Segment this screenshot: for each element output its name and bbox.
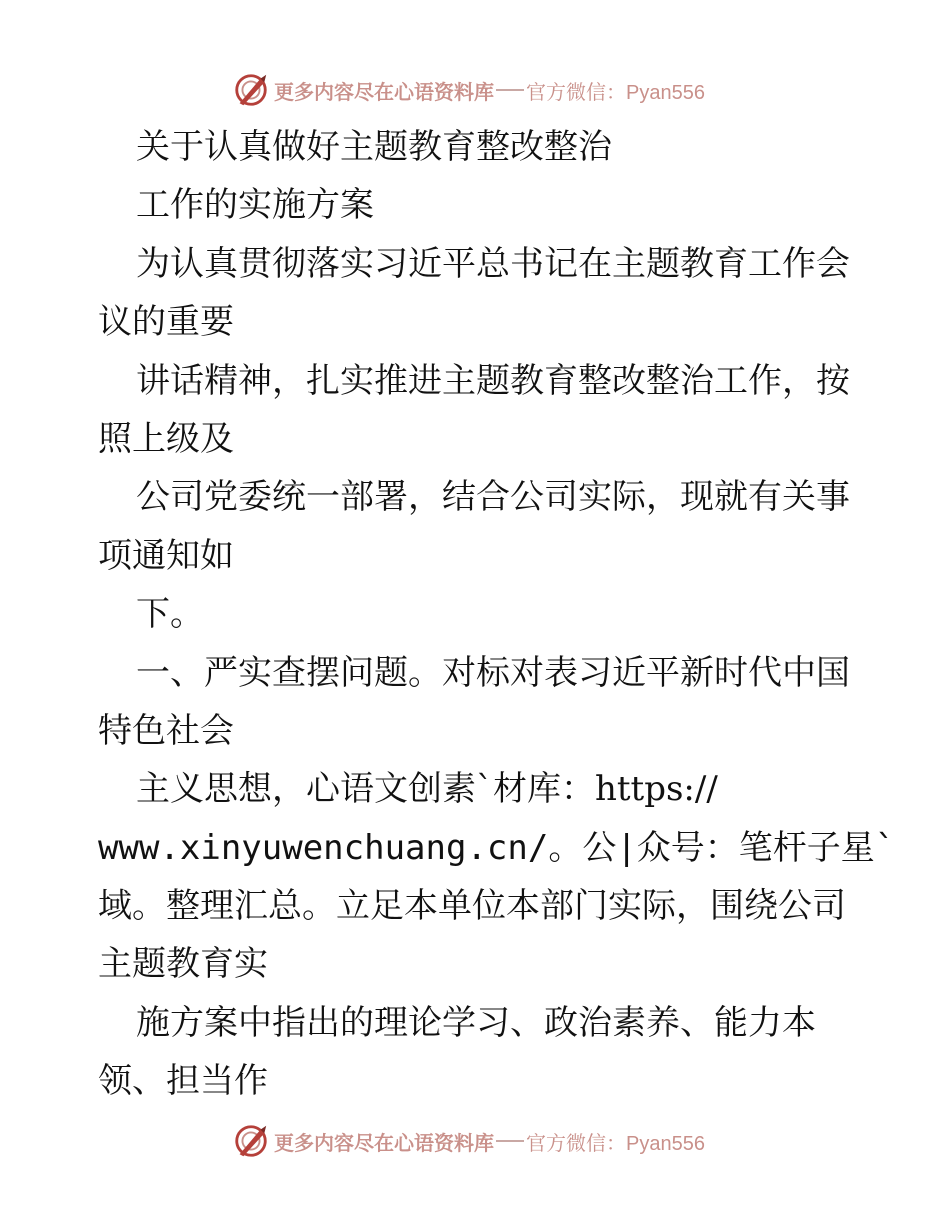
paragraph-line: 照上级及 — [98, 418, 234, 459]
footer-banner-contact: 官方微信：Pyan556 — [526, 1132, 705, 1155]
footer-banner-separator — [496, 1140, 524, 1142]
title-line-2: 工作的实施方案 — [136, 185, 374, 226]
paragraph-line: 为认真贯彻落实习近平总书记在主题教育工作会 — [136, 243, 850, 284]
paragraph-line: 特色社会 — [98, 710, 234, 751]
paragraph-line: 一、严实查摆问题。对标对表习近平新时代中国 — [136, 652, 850, 693]
title-line-1: 关于认真做好主题教育整改整治 — [136, 127, 612, 167]
paragraph-line: 项通知如 — [98, 535, 234, 576]
paragraph-line: 域。整理汇总。立足本单位本部门实际，围绕公司 — [98, 886, 846, 927]
paragraph-line: 讲话精神，扎实推进主题教育整改整治工作，按 — [136, 360, 850, 401]
paragraph-line: 下。 — [136, 594, 204, 635]
footer-banner — [232, 1121, 732, 1161]
paragraph-line: 领、担当作 — [98, 1061, 268, 1102]
paragraph-line: 主义思想，心语文创素`材库：https:// — [136, 769, 718, 810]
paragraph-line: 议的重要 — [98, 302, 234, 343]
header-banner-contact: 官方微信：Pyan556 — [526, 81, 705, 104]
header-banner-text: 更多内容尽在心语资料库 — [274, 79, 494, 104]
paragraph-line: 公司党委统一部署，结合公司实际，现就有关事 — [136, 477, 850, 518]
document-body — [98, 118, 896, 1111]
pen-logo-icon — [232, 71, 270, 109]
pen-logo-icon — [232, 1122, 270, 1160]
paragraph-line: 施方案中指出的理论学习、政治素养、能力本 — [136, 1002, 816, 1043]
header-banner-separator — [496, 89, 524, 91]
header-banner — [232, 70, 732, 110]
paragraph-line: 主题教育实 — [98, 944, 268, 985]
paragraph-line: www.xinyuwenchuang.cn/。公|众号：笔杆子星` — [98, 827, 896, 868]
footer-banner-text: 更多内容尽在心语资料库 — [274, 1130, 494, 1155]
